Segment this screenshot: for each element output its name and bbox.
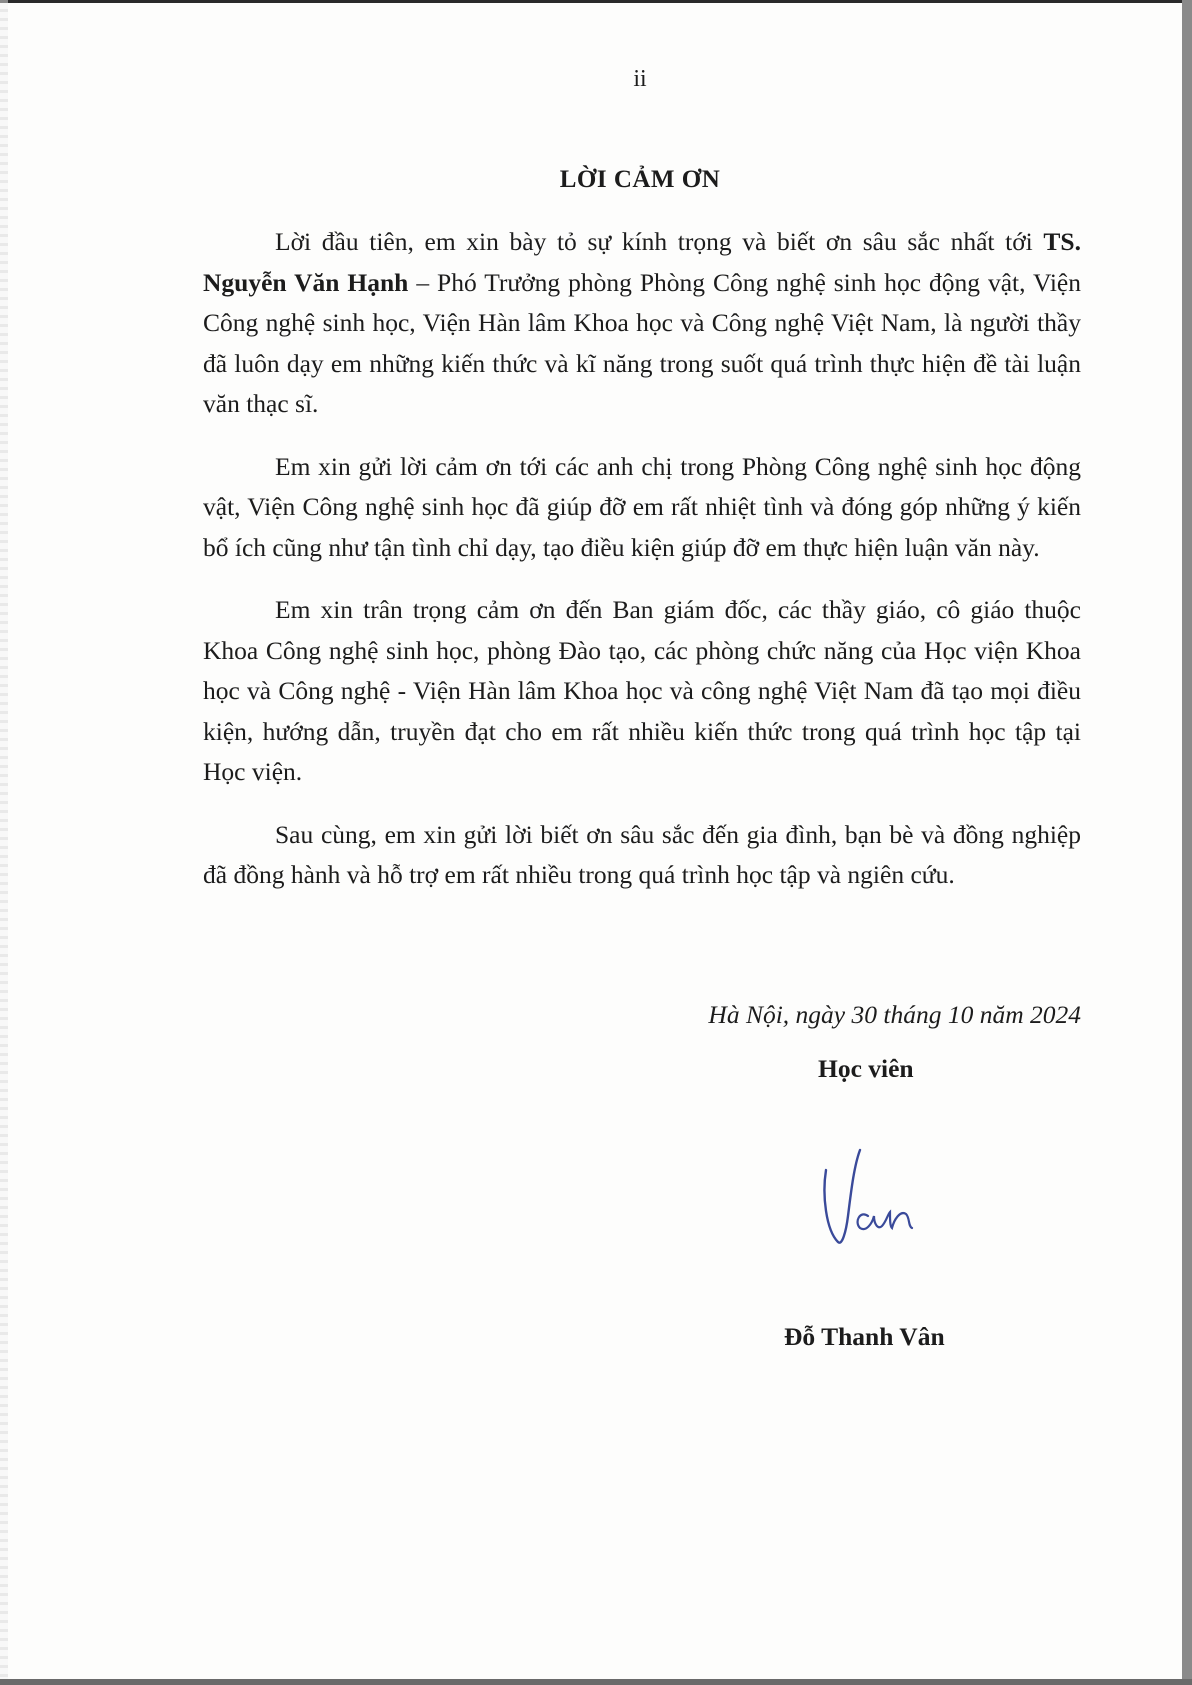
scan-border-left xyxy=(0,0,8,1685)
document-body xyxy=(203,222,1081,918)
date-line: Hà Nội, ngày 30 tháng 10 năm 2024 xyxy=(708,1000,1081,1029)
scan-border-bottom xyxy=(0,1679,1192,1685)
paragraph-3: Em xin trân trọng cảm ơn đến Ban giám đốc, các thầy giáo, cô giáo thuộc Khoa Công nghệ sinh học, phòng Đào tạo, các phòng chức năng của Học viện Khoa học và Công nghệ - Viện Hàn lâm Khoa học và công nghệ Việt Nam đã tạo mọi điều kiện, hướng dẫn, truyền đạt cho em rất nhiều kiến thức trong quá trình học tập tại Học viện. xyxy=(203,595,1081,786)
scan-border-top xyxy=(0,0,1192,3)
advisor-name: TS. Nguyễn Văn Hạnh xyxy=(203,227,1081,297)
author-name: Đỗ Thanh Vân xyxy=(784,1322,945,1351)
paragraph-1-rest: – Phó Trưởng phòng Phòng Công nghệ sinh học động vật, Viện Công nghệ sinh học, Viện Hàn lâm Khoa học và Công nghệ Việt Nam, là người thầy đã luôn dạy em những kiến thức và kĩ năng trong suốt quá trình thực hiện đề tài luận văn thạc sĩ. xyxy=(203,267,1082,418)
paragraph-2: Em xin gửi lời cảm ơn tới các anh chị trong Phòng Công nghệ sinh học động vật, Viện Công nghệ sinh học đã giúp đỡ em rất nhiệt tình và đóng góp những ý kiến bổ ích cũng như tận tình chỉ dạy, tạo điều kiện giúp đỡ em thực hiện luận văn này. xyxy=(203,451,1081,562)
scan-border-right xyxy=(1182,0,1192,1685)
paragraph-1-intro: Lời đầu tiên, em xin bày tỏ sự kính trọng và biết ơn sâu sắc nhất tới xyxy=(275,227,1044,256)
signer-role: Học viên xyxy=(818,1054,914,1083)
document-title: LỜI CẢM ƠN xyxy=(559,166,721,193)
paragraph-1 xyxy=(203,222,1081,425)
handwritten-signature xyxy=(820,1140,940,1250)
page-number: ii xyxy=(633,66,647,92)
paragraph-4: Sau cùng, em xin gửi lời biết ơn sâu sắc đến gia đình, bạn bè và đồng nghiệp đã đồng hành và hỗ trợ em rất nhiều trong quá trình học tập và ngiên cứu. xyxy=(203,819,1081,889)
